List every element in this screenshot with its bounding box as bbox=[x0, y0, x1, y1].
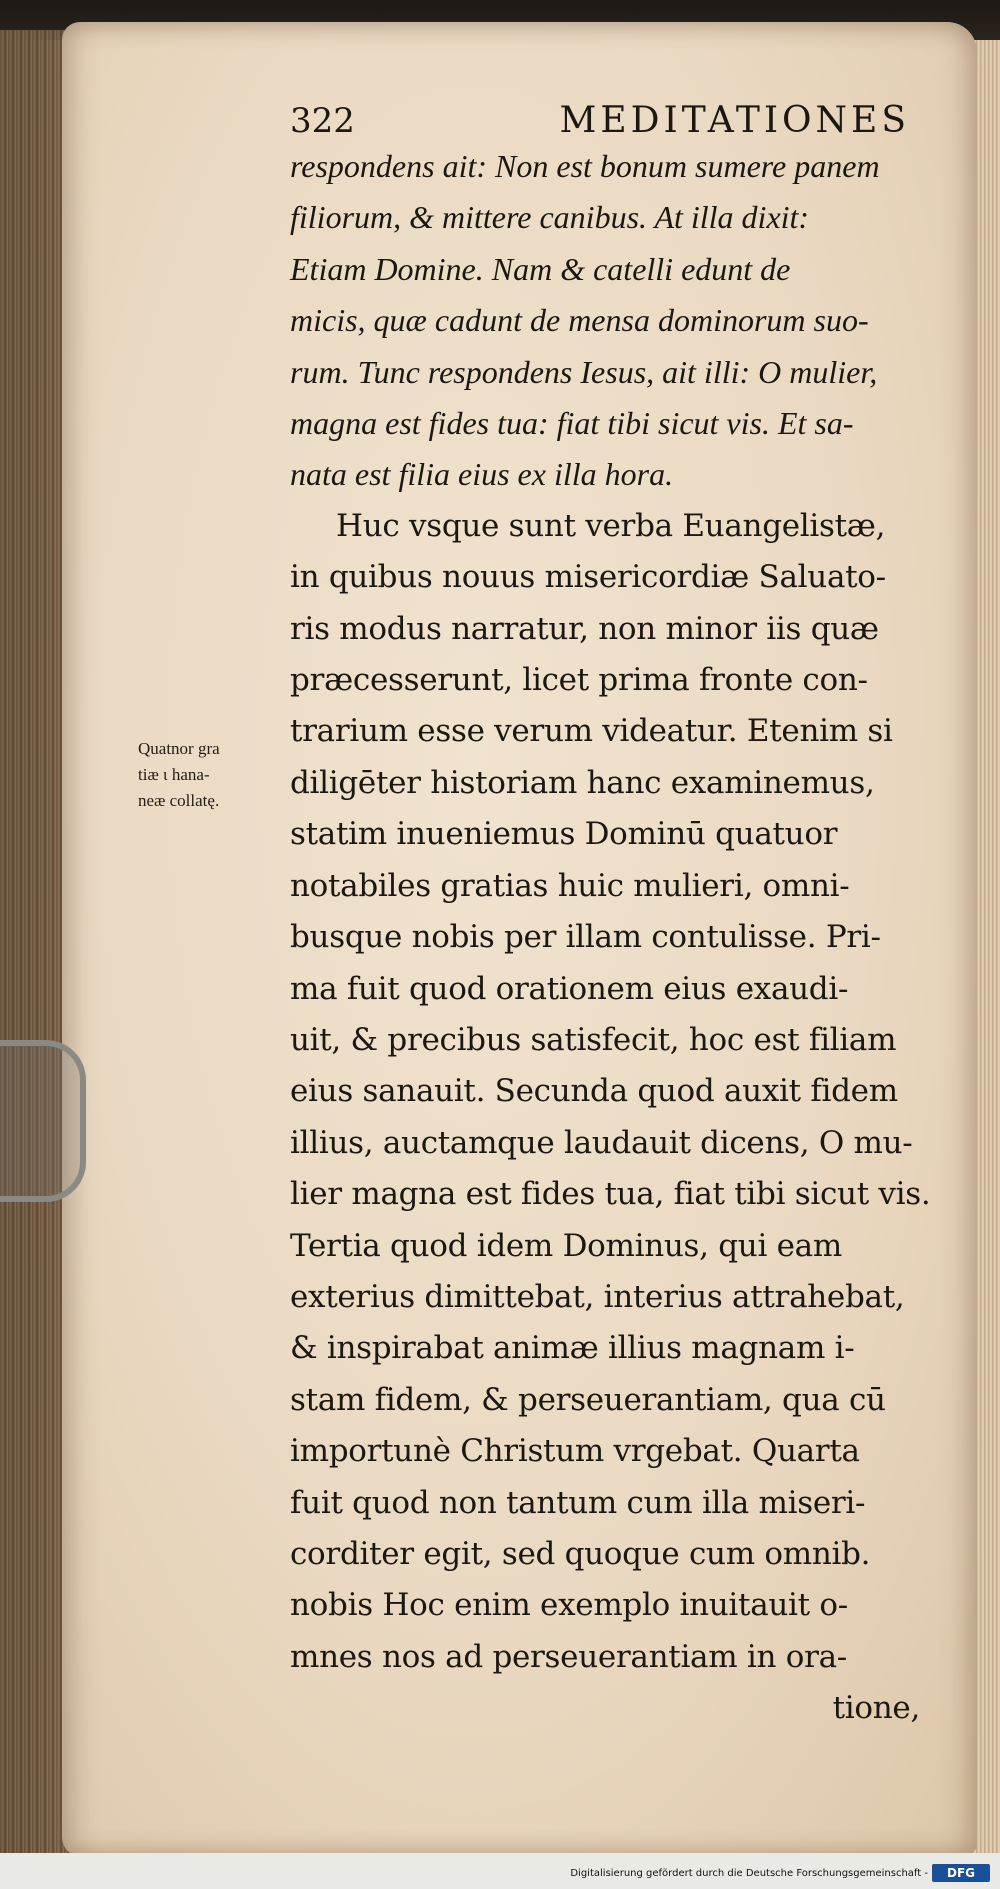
text-line: trarium esse verum videatur. Etenim si bbox=[290, 713, 893, 750]
text-line: micis, quæ cadunt de mensa dominorum suo- bbox=[290, 302, 869, 339]
text-line: exterius dimittebat, interius attrahebat, bbox=[290, 1278, 905, 1315]
text-line: statim inueniemus Dominū quatuor bbox=[290, 816, 838, 853]
text-line: uit, & precibus satisfecit, hoc est filiam bbox=[290, 1021, 897, 1058]
text-line: in quibus nouus misericordiæ Saluato- bbox=[290, 559, 886, 596]
body-text bbox=[290, 141, 960, 1735]
text-line: lier magna est fides tua, fiat tibi sicut vis. bbox=[290, 1176, 931, 1213]
margin-note-line: neæ collatę. bbox=[138, 791, 220, 810]
text-line: importunè Christum vrgebat. Quarta bbox=[290, 1433, 860, 1470]
text-line: diligēter historiam hanc examinemus, bbox=[290, 764, 875, 801]
page-header bbox=[290, 100, 910, 141]
footer-band bbox=[0, 1853, 1000, 1889]
text-line: Etiam Domine. Nam & catelli edunt de bbox=[290, 250, 791, 287]
text-line: & inspirabat animæ illius magnam i- bbox=[290, 1330, 855, 1367]
book-spine-edge bbox=[0, 30, 70, 1860]
text-line: rum. Tunc respondens Iesus, ait illi: O mulier, bbox=[290, 353, 878, 390]
text-line: fuit quod non tantum cum illa miseri- bbox=[290, 1484, 866, 1521]
text-line: tione, bbox=[832, 1690, 920, 1727]
text-line: Huc vsque sunt verba Euangelistæ, bbox=[336, 507, 886, 544]
text-line: ris modus narratur, non minor iis quæ bbox=[290, 610, 879, 647]
margin-note-line: tiæ ι hana- bbox=[138, 765, 210, 784]
text-line: respondens ait: Non est bonum sumere panem bbox=[290, 148, 880, 184]
page-text-block bbox=[290, 100, 960, 1735]
text-line: mnes nos ad perseuerantiam in ora- bbox=[290, 1638, 847, 1675]
text-line: nata est filia eius ex illa hora. bbox=[290, 456, 674, 493]
running-head: MEDITATIONES bbox=[559, 100, 910, 141]
text-line: notabiles gratias huic mulieri, omni- bbox=[290, 867, 850, 904]
page-number: 322 bbox=[290, 101, 355, 141]
margin-note-line: Quatnor gra bbox=[138, 739, 220, 758]
text-line: nobis Hoc enim exemplo inuitauit o- bbox=[290, 1587, 848, 1624]
text-line: corditer egit, sed quoque cum omnib. bbox=[290, 1535, 871, 1572]
text-line: illius, auctamque laudauit dicens, O mu- bbox=[290, 1124, 913, 1161]
text-line: Tertia quod idem Dominus, qui eam bbox=[290, 1227, 842, 1264]
text-line: busque nobis per illam contulisse. Pri- bbox=[290, 919, 881, 956]
text-line: magna est fides tua: fiat tibi sicut vis. Et sa- bbox=[290, 405, 854, 442]
text-line: filiorum, & mittere canibus. At illa dixit: bbox=[290, 199, 810, 236]
text-line: eius sanauit. Secunda quod auxit fidem bbox=[290, 1073, 898, 1110]
margin-note bbox=[138, 736, 288, 814]
text-line: præcesserunt, licet prima fronte con- bbox=[290, 662, 868, 699]
text-line: stam fidem, & perseuerantiam, qua cū bbox=[290, 1381, 886, 1418]
digitization-credit: Digitalisierung gefördert durch die Deutsche Forschungsgemeinschaft - bbox=[570, 1868, 928, 1879]
book-clasp bbox=[0, 1040, 86, 1202]
text-line: ma fuit quod orationem eius exaudi- bbox=[290, 970, 849, 1007]
dfg-logo: DFG bbox=[932, 1864, 990, 1882]
